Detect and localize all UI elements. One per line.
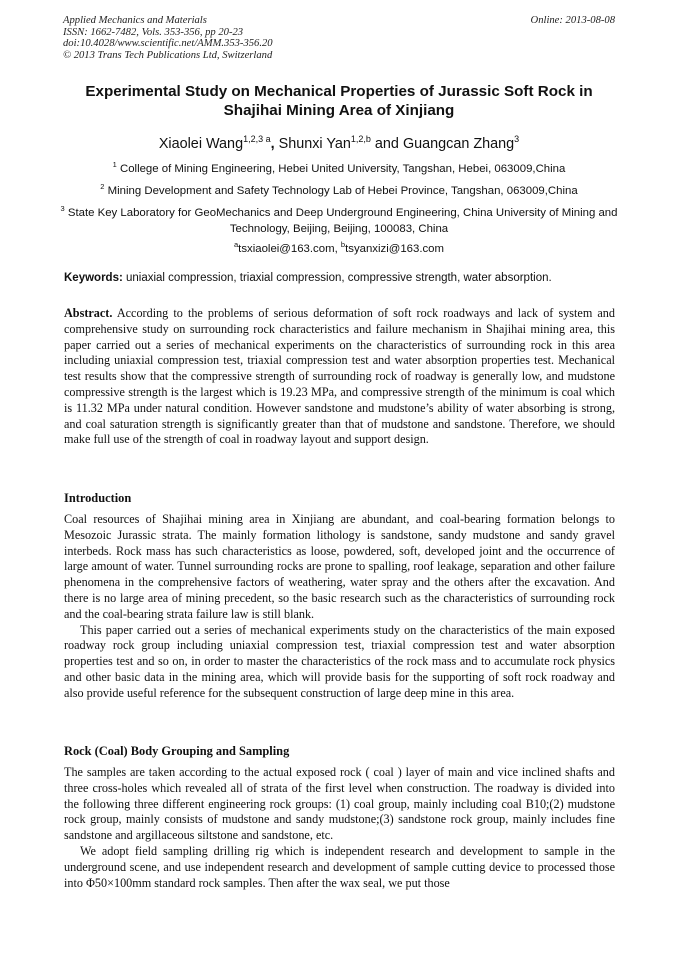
affiliation-number: 3 bbox=[60, 204, 65, 213]
author-1: Xiaolei Wang bbox=[158, 135, 244, 152]
author-separator: , bbox=[270, 135, 279, 152]
issn-line: ISSN: 1662-7482, Vols. 353-356, pp 20-23 bbox=[63, 26, 244, 38]
email-separator: , bbox=[334, 242, 341, 255]
paragraph: Coal resources of Shajihai mining area in Xinjiang are abundant, and coal-bearing formation belongs to Mesozoic Jurassic strata. The mainly formation lithology is sandstone, sandy mudstone and sandy gravel interbeds. Rock mass has such characteristics as loose, powdered, soft, developed joint and the occurrence of large amount of water. Tunnel surrounding rocks are prone to spalling, roof leakage, separation and other failure phenomena in the comprehensive factors of weathering, water spray and the others after the excavation. And there is no large area of mining precedent, so the basic research such as the characteristics of surrounding rock and the coal-bearing strata failure law is still blank. bbox=[64, 512, 615, 621]
affiliation-number: 1 bbox=[112, 160, 117, 169]
affiliation-1 bbox=[40, 157, 638, 177]
keywords-label: Keywords: bbox=[64, 272, 123, 284]
affiliation-text: Mining Development and Safety Technology Lab of Hebei Province, Tangshan, 063009,China bbox=[104, 184, 578, 197]
affiliation-text: State Key Laboratory for GeoMechanics and Deep Underground Engineering, China University of Mining and Technology, Beijing, Beijing, 100083, China bbox=[64, 206, 618, 235]
affiliation-2 bbox=[40, 179, 638, 199]
keywords bbox=[64, 271, 624, 286]
online-date: Online: 2013-08-08 bbox=[530, 15, 615, 26]
author-separator: and bbox=[370, 135, 403, 152]
author-1-affil: 1,2,3 a bbox=[243, 134, 271, 144]
doi-line: doi:10.4028/www.scientific.net/AMM.353-356.20 bbox=[63, 38, 273, 50]
email-b[interactable]: tsyanxizi@163.com bbox=[345, 242, 445, 255]
section-heading-grouping: Rock (Coal) Body Grouping and Sampling bbox=[64, 744, 290, 758]
author-2-affil: 1,2,b bbox=[350, 134, 371, 144]
author-3-affil: 3 bbox=[514, 134, 520, 144]
keywords-text: uniaxial compression, triaxial compression, compressive strength, water absorption. bbox=[122, 272, 552, 284]
title-line-2: Shajihai Mining Area of Xinjiang bbox=[223, 102, 455, 119]
affiliation-number: 2 bbox=[100, 182, 105, 191]
affiliation-3 bbox=[40, 201, 638, 237]
author-3: Guangcan Zhang bbox=[402, 135, 515, 152]
paragraph: This paper carried out a series of mechanical experiments study on the characteristics of the main exposed roadway rock group including uniaxial compression test, triaxial compression test and water absorption properties test and so on, in order to master the characteristics of the rock mass and to accumulate rock physics and other basic data in the mining area, which will provide basis for the supporting of soft rock roadway and also provide useful reference for the subsequent construction of large deep mine in this area. bbox=[64, 622, 615, 700]
author-emails bbox=[40, 237, 638, 257]
email-a-marker: a bbox=[233, 240, 239, 249]
journal-header bbox=[63, 15, 615, 61]
paragraph: We adopt field sampling drilling rig which is independent research and development to sample in the underground scene, and use independent research and development of sample cutting device to processed those into Φ50×100mm standard rock samples. Then after the wax seal, we put those bbox=[64, 843, 615, 890]
title-line-1: Experimental Study on Mechanical Properties of Jurassic Soft Rock in bbox=[85, 83, 593, 100]
author-list bbox=[40, 130, 638, 153]
abstract-label: Abstract. bbox=[64, 306, 113, 320]
paragraph: The samples are taken according to the actual exposed rock ( coal ) layer of main and vice inclined shafts and three cross-holes which revealed all of strata of the first level when construction. The roadway is divided into the following three different engineering rock groups: (1) coal group, mainly including coal B10;(2) mudstone rock group, mainly consists of mudstone and sandy mudstone;(3) sandstone rock group, mainly includes fine sandstone and argillaceous siltstone and sandstone, etc. bbox=[64, 765, 615, 843]
abstract-text: According to the problems of serious deformation of soft rock roadways and lack of system and comprehensive study on surrounding rock characteristics and failure mechanism in Shajihai mining area, this paper carried out a series of mechanical experiments on the characteristics of surrounding rock in this area including uniaxial compression test, triaxial compression test and water absorption properties test. Mechanical test results show that the compressive strength of surrounding rock of roadway is generally low, and mudstone compressive strength is the largest which is 19.23 MPa, and compressive strength of the minimum is coal which is 11.32 MPa under natural condition. However sandstone and mudstone’s ability of water absorbing is strong, and coal saturation strength is significantly greater than that of mudstone and sandstone. Therefore, we should make full use of the strength of coal in roadway layout and support design. bbox=[64, 306, 615, 447]
email-a[interactable]: tsxiaolei@163.com bbox=[238, 242, 335, 255]
journal-name: Applied Mechanics and Materials bbox=[63, 15, 207, 26]
author-2: Shunxi Yan bbox=[278, 135, 351, 152]
affiliation-text: College of Mining Engineering, Hebei United University, Tangshan, Hebei, 063009,China bbox=[116, 162, 566, 175]
introduction-section bbox=[64, 512, 615, 702]
section-heading-introduction: Introduction bbox=[64, 491, 132, 505]
abstract bbox=[64, 306, 615, 448]
grouping-section bbox=[64, 765, 615, 891]
email-b-marker: b bbox=[340, 240, 346, 249]
copyright-line: © 2013 Trans Tech Publications Ltd, Switzerland bbox=[63, 49, 273, 61]
paper-title bbox=[40, 82, 638, 120]
